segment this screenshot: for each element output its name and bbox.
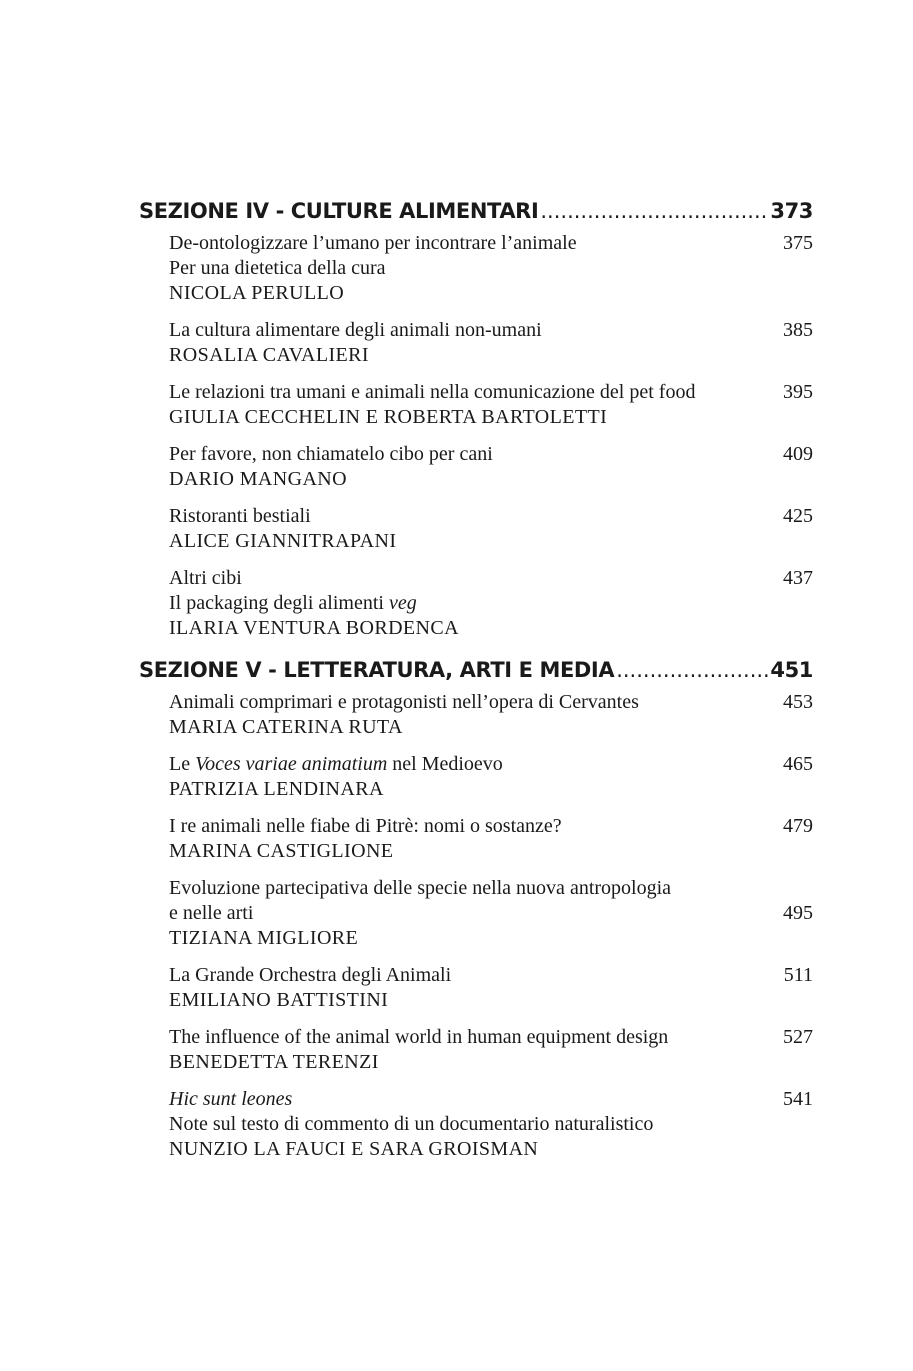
entry-subtitle: Note sul testo di commento di un documentario naturalistico — [169, 1113, 654, 1135]
entry-title: Per favore, non chiamatelo cibo per cani — [169, 443, 493, 465]
entry-author: NICOLA PERULLO — [169, 282, 345, 304]
section-entries — [169, 690, 813, 1162]
leader-dots — [616, 655, 768, 685]
toc-entry — [169, 814, 813, 864]
entry-page-number: 495 — [783, 902, 813, 924]
entry-author: TIZIANA MIGLIORE — [169, 927, 359, 949]
toc-entry — [169, 231, 813, 306]
entry-page-number: 465 — [783, 753, 813, 775]
entry-page-number: 409 — [783, 443, 813, 465]
toc-entry — [169, 318, 813, 368]
toc-entry — [169, 963, 813, 1013]
toc-entry — [169, 504, 813, 554]
entry-subtitle-italic: veg — [388, 592, 417, 614]
toc-entry — [169, 566, 813, 641]
entry-page-number: 527 — [783, 1026, 813, 1048]
entry-title: La Grande Orchestra degli Animali — [169, 964, 452, 986]
entry-title: The influence of the animal world in human equipment design — [169, 1026, 669, 1048]
entry-title: I re animali nelle fiabe di Pitrè: nomi o sostanze? — [169, 815, 562, 837]
entry-author: MARIA CATERINA RUTA — [169, 716, 403, 738]
entry-page-number: 453 — [783, 691, 813, 713]
toc-entry — [169, 442, 813, 492]
entry-title: Evoluzione partecipativa delle specie nella nuova antropologia — [169, 877, 672, 899]
entry-author: MARINA CASTIGLIONE — [169, 840, 394, 862]
entry-author: EMILIANO BATTISTINI — [169, 989, 389, 1011]
section-title: SEZIONE V - LETTERATURA, ARTI E MEDIA — [139, 658, 615, 682]
section-heading — [139, 655, 813, 685]
toc-entry — [169, 752, 813, 802]
entry-title-continued: e nelle arti — [169, 902, 254, 924]
entry-author: ALICE GIANNITRAPANI — [169, 530, 397, 552]
entry-title: De-ontologizzare l’umano per incontrare l’animale — [169, 232, 577, 254]
entry-page-number: 541 — [783, 1088, 813, 1110]
toc-entry — [169, 876, 813, 951]
entry-title: Le Voces variae animatium nel Medioevo — [169, 753, 503, 775]
toc-entry — [169, 1025, 813, 1075]
entry-author: PATRIZIA LENDINARA — [169, 778, 384, 800]
entry-page-number: 479 — [783, 815, 813, 837]
entry-page-number: 425 — [783, 505, 813, 527]
entry-author: DARIO MANGANO — [169, 468, 347, 490]
leader-dots — [540, 196, 768, 226]
entry-title: La cultura alimentare degli animali non-umani — [169, 319, 542, 341]
entry-page-number: 437 — [783, 567, 813, 589]
section-page-number: 451 — [770, 658, 813, 682]
entry-author: BENEDETTA TERENZI — [169, 1051, 379, 1073]
entry-title: Animali comprimari e protagonisti nell’opera di Cervantes — [169, 691, 639, 713]
section-heading — [139, 196, 813, 226]
entry-author: ROSALIA CAVALIERI — [169, 344, 369, 366]
entry-author: GIULIA CECCHELIN E ROBERTA BARTOLETTI — [169, 406, 608, 428]
entry-page-number: 385 — [783, 319, 813, 341]
entry-title: Ristoranti bestiali — [169, 505, 311, 527]
entry-page-number: 395 — [783, 381, 813, 403]
section-title: SEZIONE IV - CULTURE ALIMENTARI — [139, 199, 539, 223]
entry-subtitle: Per una dietetica della cura — [169, 257, 386, 279]
section-page-number: 373 — [770, 199, 813, 223]
table-of-contents — [139, 196, 813, 1176]
entry-page-number: 375 — [783, 232, 813, 254]
entry-title: Le relazioni tra umani e animali nella comunicazione del pet food — [169, 381, 696, 403]
entry-page-number: 511 — [783, 964, 813, 986]
entry-subtitle: Il packaging degli alimenti veg — [169, 592, 417, 614]
entry-title-italic: Voces variae animatium — [195, 753, 388, 775]
toc-entry — [169, 690, 813, 740]
entry-title-italic: Hic sunt leones — [169, 1088, 293, 1110]
toc-entry — [169, 1087, 813, 1162]
entry-title: Altri cibi — [169, 567, 242, 589]
entry-author: ILARIA VENTURA BORDENCA — [169, 617, 459, 639]
entry-author: NUNZIO LA FAUCI E SARA GROISMAN — [169, 1138, 539, 1160]
toc-entry — [169, 380, 813, 430]
section-entries — [169, 231, 813, 641]
